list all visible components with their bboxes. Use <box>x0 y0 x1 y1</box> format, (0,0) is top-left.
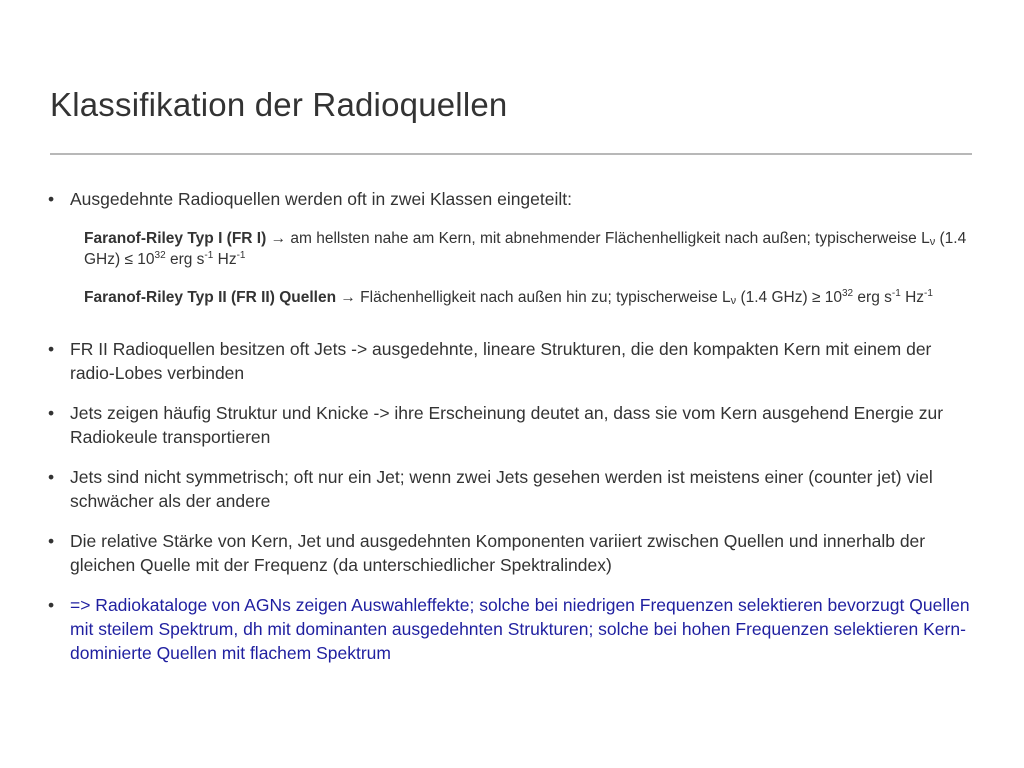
sub-item-text: (1.4 GHz) ≥ 10 <box>736 289 842 306</box>
bullet-item <box>48 401 978 449</box>
bullet-icon: • <box>48 531 55 551</box>
bullet-icon: • <box>48 189 55 209</box>
exponent: 32 <box>154 250 166 261</box>
bullet-text: Jets zeigen häufig Struktur und Knicke -> ihre Erscheinung deutet an, dass sie vom Kern ausgehend Energie zur Radiokeule transportieren <box>70 403 944 447</box>
sub-item-label: Faranof-Riley Typ II (FR II) Quellen <box>84 289 337 306</box>
bullet-item <box>48 337 978 385</box>
sub-item-text: → am hellsten nahe am Kern, mit abnehmender Flächenhelligkeit nach außen; typischerweise L <box>266 230 930 247</box>
bullet-text: Jets sind nicht symmetrisch; oft nur ein Jet; wenn zwei Jets gesehen werden ist meistens einer (counter jet) viel schwächer als der andere <box>70 467 933 511</box>
title-divider <box>50 153 972 155</box>
bullet-item <box>48 187 978 211</box>
bullet-item-conclusion <box>48 593 978 665</box>
exponent: -1 <box>924 288 933 299</box>
bullet-icon: • <box>48 403 55 423</box>
sub-item-text: erg s <box>853 289 892 306</box>
slide-title: Klassifikation der Radioquellen <box>50 86 508 123</box>
bullet-icon: • <box>48 339 55 359</box>
exponent: -1 <box>891 288 901 299</box>
slide-content <box>48 187 978 665</box>
bullet-text: => Radiokataloge von AGNs zeigen Auswahleffekte; solche bei niedrigen Frequenzen selektieren bevorzugt Quellen mit steilem Spektrum, dh mit dominanten ausgedehnten Strukturen; solche bei hohen Frequenzen selektieren Kern-dominierte Quellen mit flachem Spektrum <box>70 595 970 663</box>
bullet-text: Die relative Stärke von Kern, Jet und ausgedehnten Komponenten variiert zwischen Quellen und innerhalb der gleichen Quelle mit der Frequenz (da unterschiedlicher Spektralindex) <box>70 531 926 575</box>
sub-item-label: Faranof-Riley Typ I (FR I) <box>84 230 267 247</box>
bullet-text: FR II Radioquellen besitzen oft Jets -> ausgedehnte, lineare Strukturen, die den kompakten Kern mit einem der radio-Lobes verbinden <box>70 339 932 383</box>
sub-item-text: (1.4 GHz) ≤ 10 <box>84 230 967 268</box>
bullet-item <box>48 465 978 513</box>
sub-item-text: → Flächenhelligkeit nach außen hin zu; typischerweise L <box>336 289 731 306</box>
exponent: -1 <box>236 250 246 261</box>
sub-item-text: Hz <box>213 251 237 268</box>
sub-item-fr2 <box>84 288 978 309</box>
bullet-icon: • <box>48 467 55 487</box>
sub-item-text: erg s <box>165 251 205 268</box>
sub-item-text: Hz <box>900 289 925 306</box>
nu-symbol: ν <box>730 295 737 307</box>
nu-symbol: ν <box>929 236 936 248</box>
bullet-text: Ausgedehnte Radioquellen werden oft in zwei Klassen eingeteilt: <box>70 189 572 209</box>
exponent: -1 <box>204 250 214 261</box>
exponent: 32 <box>842 288 854 299</box>
sub-item-fr1 <box>84 229 978 270</box>
bullet-item <box>48 529 978 577</box>
bullet-icon: • <box>48 595 55 615</box>
